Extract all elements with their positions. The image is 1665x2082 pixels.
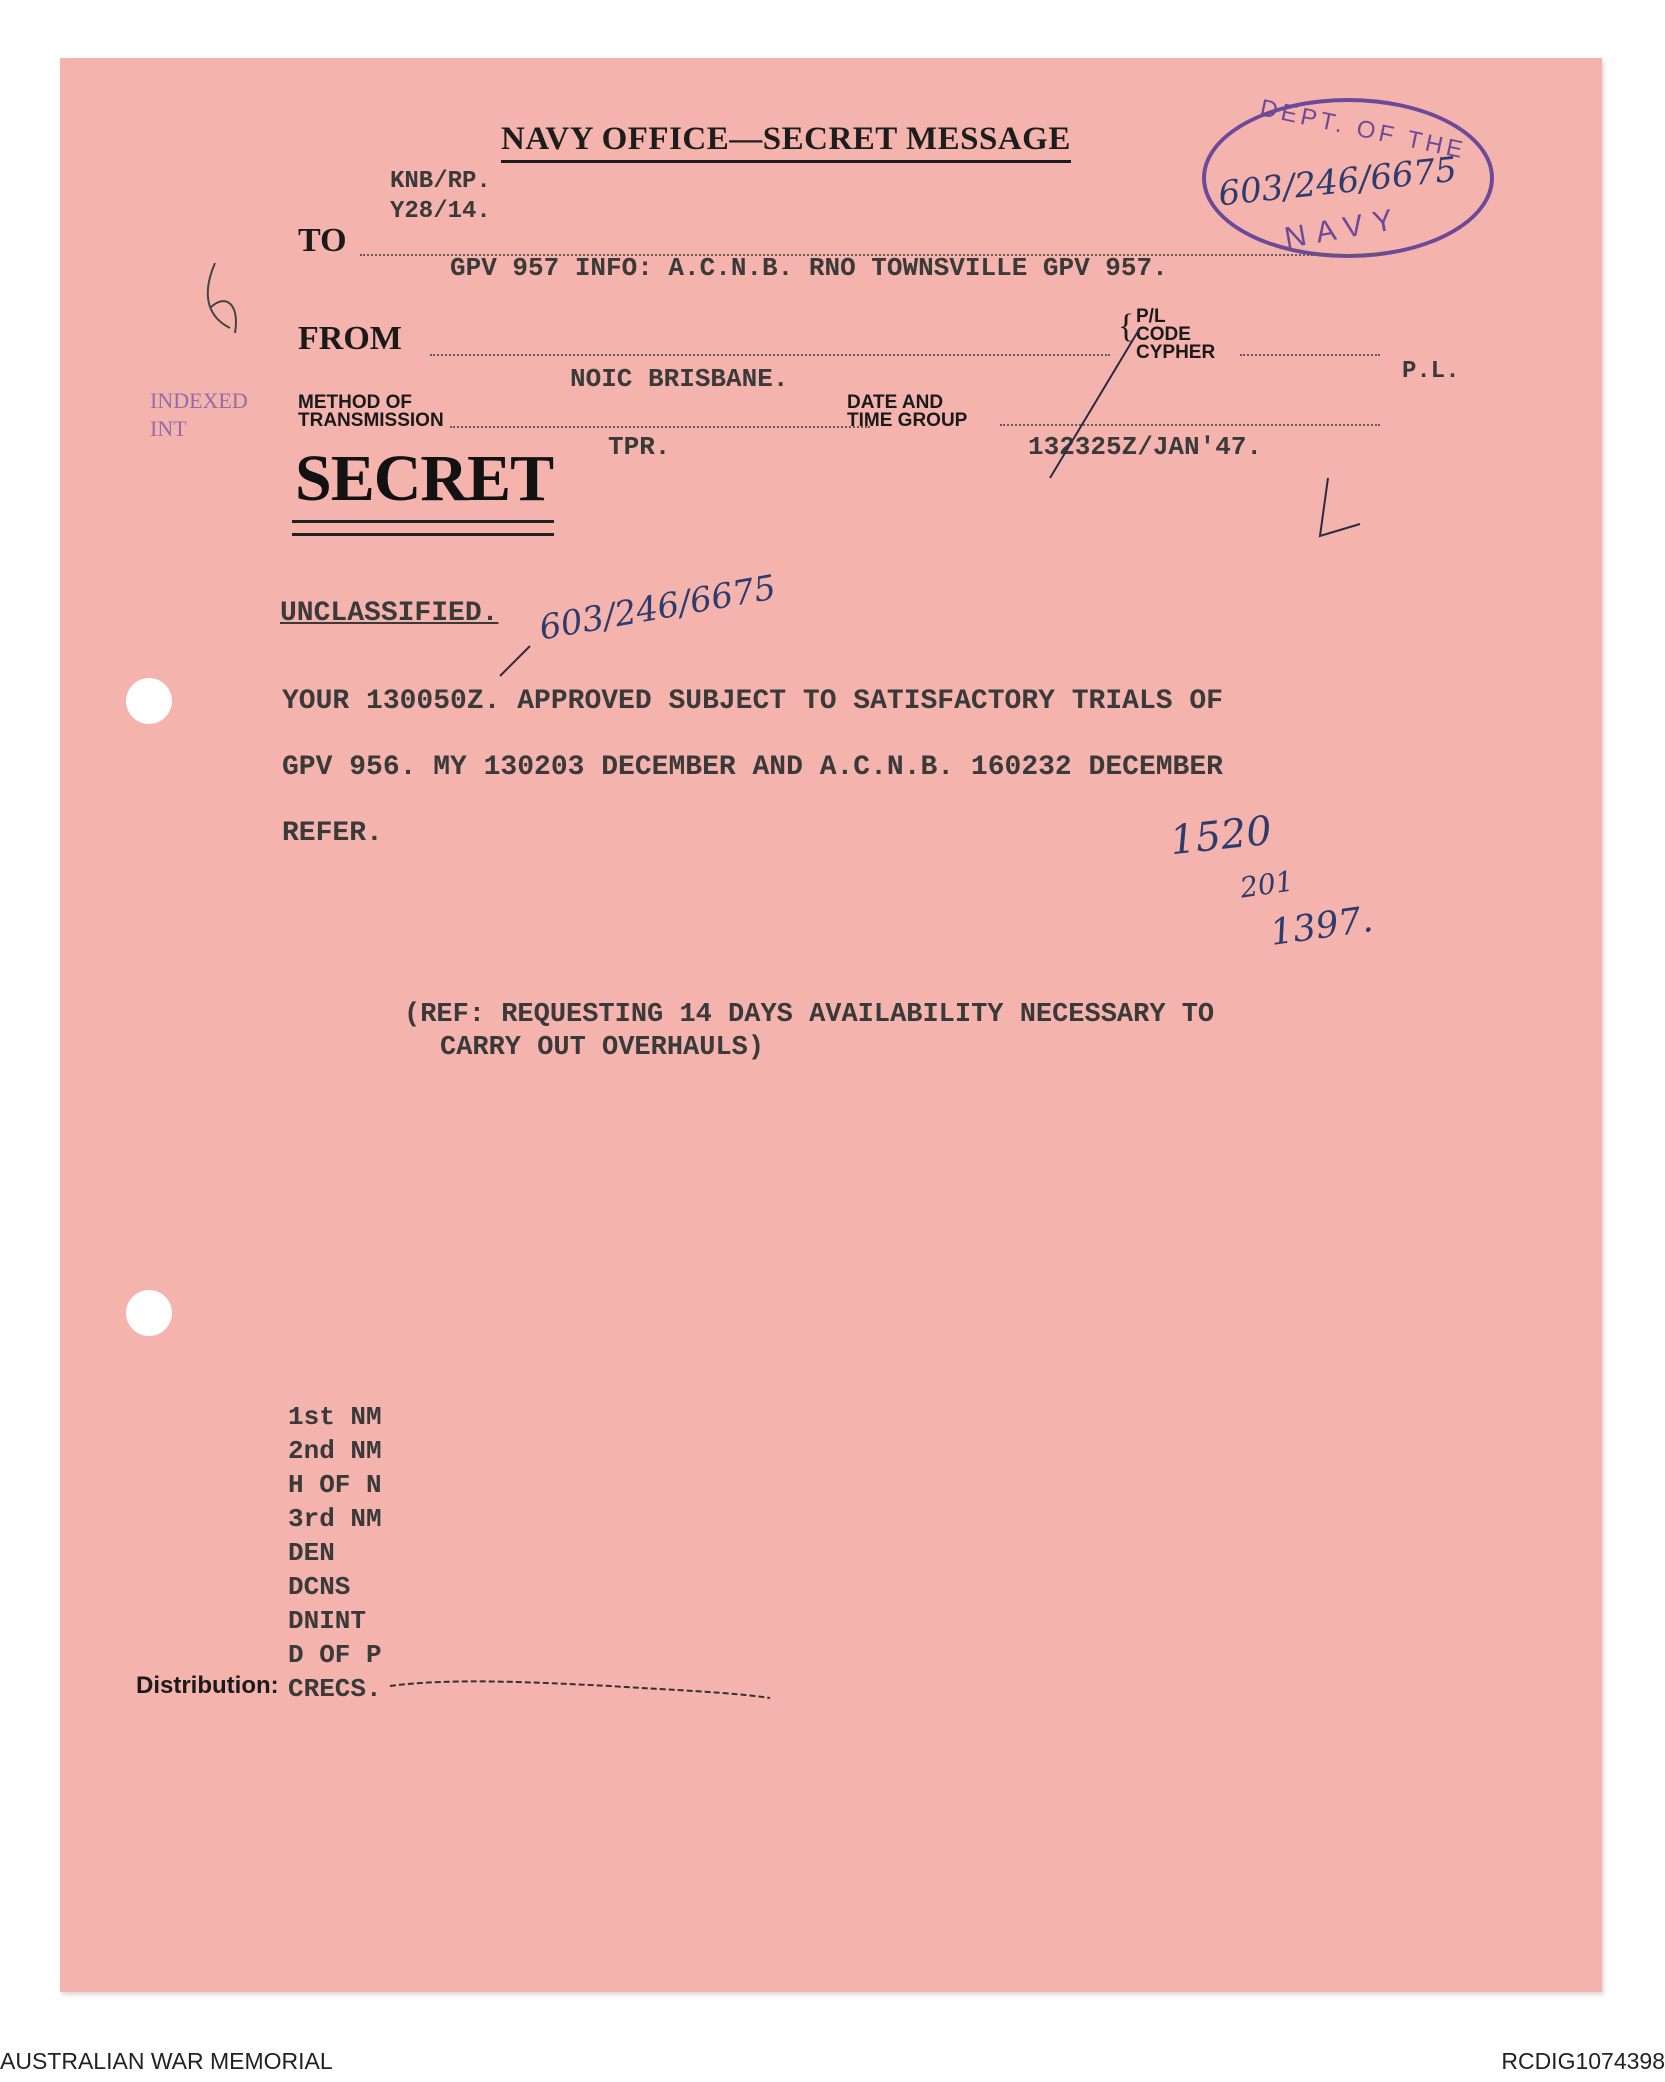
- from-value: NOIC BRISBANE.: [570, 364, 789, 394]
- note-line-2: CARRY OUT OVERHAULS): [440, 1033, 765, 1063]
- distribution-item: H OF N: [288, 1470, 382, 1500]
- body-line-1: YOUR 130050Z. APPROVED SUBJECT TO SATISFACTORY TRIALS OF: [282, 686, 1223, 717]
- dtg-label-line1: DATE AND: [847, 392, 944, 413]
- stamp-handwritten-number: 603/246/6675: [1216, 149, 1459, 215]
- secret-label: SECRET: [295, 442, 554, 515]
- distribution-item: D OF P: [288, 1640, 382, 1670]
- body-line-2: GPV 956. MY 130203 DECEMBER AND A.C.N.B. 160232 DECEMBER: [282, 752, 1223, 783]
- distribution-item: 2nd NM: [288, 1436, 382, 1466]
- distribution-item: DNINT: [288, 1606, 367, 1636]
- footer-record-id: RCDIG1074398: [1501, 2048, 1665, 2074]
- ref-line-1: KNB/RP.: [390, 168, 491, 195]
- stamp-top-text: DEPT. OF THE: [1257, 94, 1469, 165]
- ref-line-2: Y28/14.: [390, 198, 491, 225]
- to-label: TO: [298, 222, 347, 259]
- classification-typed: UNCLASSIFIED.: [280, 598, 499, 629]
- indexed-stamp-line2: INT: [150, 416, 187, 441]
- indexed-stamp-line1: INDEXED: [150, 388, 248, 413]
- to-value: GPV 957 INFO: A.C.N.B. RNO TOWNSVILLE GPV 957.: [450, 253, 1168, 283]
- distribution-item: DCNS: [288, 1572, 351, 1602]
- distribution-item: DEN: [288, 1538, 335, 1568]
- handwritten-ref-2: 201: [1237, 864, 1296, 905]
- handwritten-ref-1: 1520: [1167, 807, 1274, 865]
- secret-strikeout: [292, 520, 554, 536]
- dtg-label-line2: TIME GROUP: [847, 410, 968, 431]
- distribution-label: Distribution:: [136, 1672, 279, 1699]
- precedence-option-pl: P/L: [1136, 306, 1166, 327]
- handwritten-ref-3: 1397.: [1267, 899, 1376, 954]
- punch-hole-bottom: [126, 1290, 172, 1336]
- distribution-scribble: [390, 1668, 790, 1708]
- distribution-item: 3rd NM: [288, 1504, 382, 1534]
- dtg-value: 132325Z/JAN'47.: [1028, 432, 1263, 462]
- method-label-line2: TRANSMISSION: [298, 410, 444, 431]
- message-form: [60, 58, 1602, 1992]
- precedence-brace: {: [1118, 308, 1135, 345]
- body-line-3: REFER.: [282, 818, 383, 849]
- stamp-bottom-text: NAVY: [1281, 201, 1406, 256]
- note-line-1: (REF: REQUESTING 14 DAYS AVAILABILITY NECESSARY TO: [404, 1000, 1215, 1030]
- precedence-value: P.L.: [1402, 358, 1460, 385]
- handwritten-file-number: 603/246/6675: [536, 567, 779, 649]
- precedence-option-code: CODE: [1136, 324, 1191, 345]
- precedence-option-cypher: CYPHER: [1136, 342, 1216, 363]
- distribution-item: CRECS.: [288, 1674, 382, 1704]
- footer-archive-name: AUSTRALIAN WAR MEMORIAL: [0, 2048, 333, 2074]
- form-title: NAVY OFFICE—SECRET MESSAGE: [501, 121, 1071, 163]
- method-value: TPR.: [608, 432, 671, 462]
- distribution-list: [288, 1400, 382, 1706]
- from-label: FROM: [298, 320, 402, 357]
- distribution-item: 1st NM: [288, 1402, 382, 1432]
- method-label-line1: METHOD OF: [298, 392, 412, 413]
